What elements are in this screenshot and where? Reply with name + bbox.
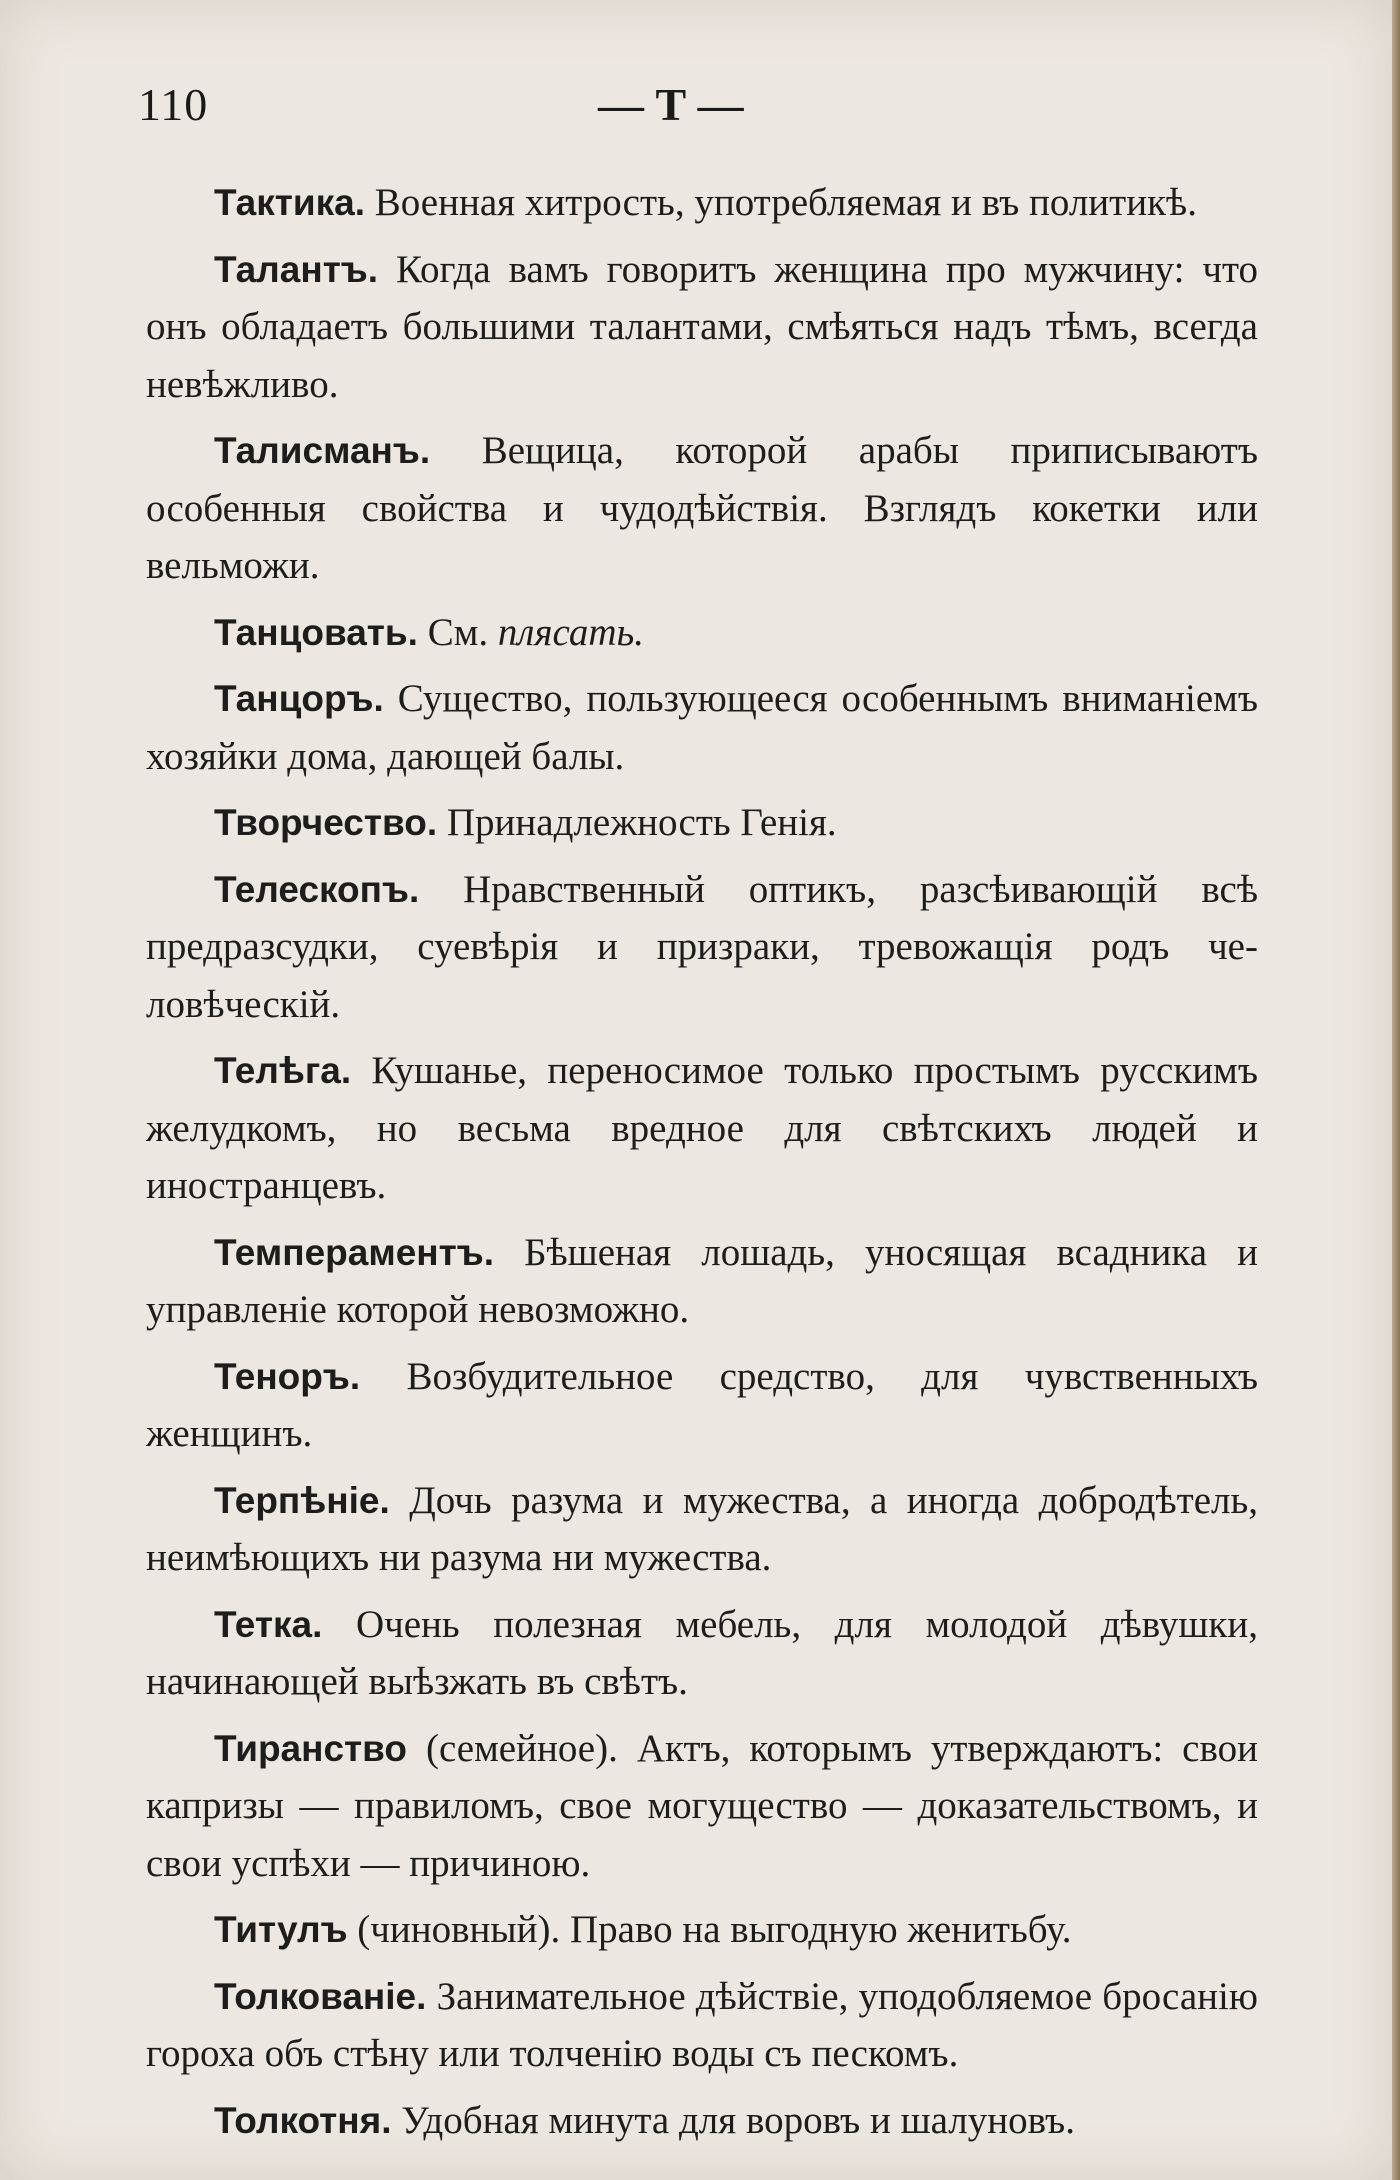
entry-definition: Принадлежность Генія. <box>446 801 837 844</box>
entry-definition: Право на выгодную женитьбу. <box>570 1908 1072 1951</box>
running-head: — Т — <box>598 79 744 130</box>
entry-term: Титулъ <box>214 1909 348 1950</box>
entry-term: Тиранство <box>214 1727 408 1769</box>
dictionary-entry <box>146 174 1258 232</box>
entry-definition: Бѣшеная лошадь, уносящая всадника и управленіе которой невозможно. <box>146 1230 1258 1331</box>
entry-term: Темпераментъ. <box>214 1231 494 1273</box>
page-header <box>0 78 1392 138</box>
dictionary-entry <box>146 1720 1258 1893</box>
entry-definition: Нравственный оптикъ, разсѣивающій всѣ предразсудки, суевѣрія и призраки, тревожащія родъ человѣческій. <box>146 867 1258 1026</box>
entry-definition: Занимательное дѣйствіе, уподобляемое бросанію гороха объ стѣну или толченію воды съ пескомъ. <box>146 1974 1258 2075</box>
entry-definition: Когда вамъ говоритъ женщина про мужчину: что онъ обладаетъ большими талантами, смѣяться надъ тѣмъ, всегда невѣжливо. <box>146 247 1258 406</box>
entry-definition: Удобная минута для воровъ и шалуновъ. <box>401 2098 1075 2142</box>
entry-definition-text: См. <box>427 610 489 654</box>
entry-term: Тетка. <box>214 1603 323 1645</box>
entry-term: Танцовать. <box>214 611 418 653</box>
dictionary-entry <box>146 861 1258 1034</box>
entry-definition: Кушанье, переносимое только простымъ русскимъ желудкомъ, но весьма вредное для свѣтскихъ людей и иностранцевъ. <box>146 1049 1258 1207</box>
page-edge <box>1392 0 1400 2180</box>
entry-definition: Дочь разума и мужества, а иногда добродѣтель, неимѣющихъ ни разума ни мужества. <box>146 1478 1259 1579</box>
entry-qualifier: (чиновный). <box>357 1908 561 1951</box>
entry-term: Теноръ. <box>214 1355 361 1397</box>
dictionary-entry <box>146 1968 1258 2083</box>
entry-qualifier: (семейное). <box>426 1726 618 1770</box>
dictionary-text <box>146 174 1258 2158</box>
dictionary-entry <box>146 1901 1258 1959</box>
dictionary-entry <box>146 794 1258 852</box>
dictionary-entry <box>146 422 1258 595</box>
entry-term: Терпѣніе. <box>214 1479 390 1521</box>
entry-term: Телѣга. <box>214 1050 352 1091</box>
entry-term: Творчество. <box>214 802 438 843</box>
dictionary-entry <box>146 2092 1258 2150</box>
dictionary-entry <box>146 1348 1258 1463</box>
entry-definition: Очень полезная мебель, для молодой дѣвушки, начинающей выѣзжать въ свѣтъ. <box>146 1602 1258 1703</box>
page-number: 110 <box>138 79 209 130</box>
dictionary-entry <box>146 1224 1258 1339</box>
entry-term: Талантъ. <box>214 248 379 290</box>
dictionary-entry <box>146 241 1258 414</box>
entry-term: Танцоръ. <box>214 678 384 719</box>
entry-definition: Существо, пользующееся особеннымъ вниманіемъ хозяйки дома, дающей балы. <box>146 677 1258 778</box>
entry-definition: Военная хитрость, употребляемая и въ политикѣ. <box>374 181 1197 224</box>
entry-definition: Вещица, которой арабы приписываютъ особенныя свойства и чудодѣйствія. Взглядъ кокетки или вельможи. <box>146 429 1258 587</box>
entry-term: Талисманъ. <box>214 430 431 471</box>
entry-definition: Актъ, которымъ утверждаютъ: свои капризы — правиломъ, свое могущество — доказательствомъ, и свои успѣхи — причиною. <box>146 1726 1259 1885</box>
entry-definition: Возбудительное средство, для чувственныхъ женщинъ. <box>146 1354 1259 1455</box>
entry-term: Телескопъ. <box>214 868 420 910</box>
dictionary-entry <box>146 1596 1258 1711</box>
dictionary-entry <box>146 604 1258 662</box>
dictionary-entry <box>146 670 1258 785</box>
dictionary-entry <box>146 1472 1258 1587</box>
dictionary-entry <box>146 1042 1258 1215</box>
entry-cross-reference: плясать. <box>497 610 644 654</box>
entry-term: Толкотня. <box>214 2099 392 2141</box>
entry-definition <box>428 611 644 654</box>
entry-term: Толкованіе. <box>214 1975 427 2017</box>
entry-term: Тактика. <box>214 182 366 223</box>
